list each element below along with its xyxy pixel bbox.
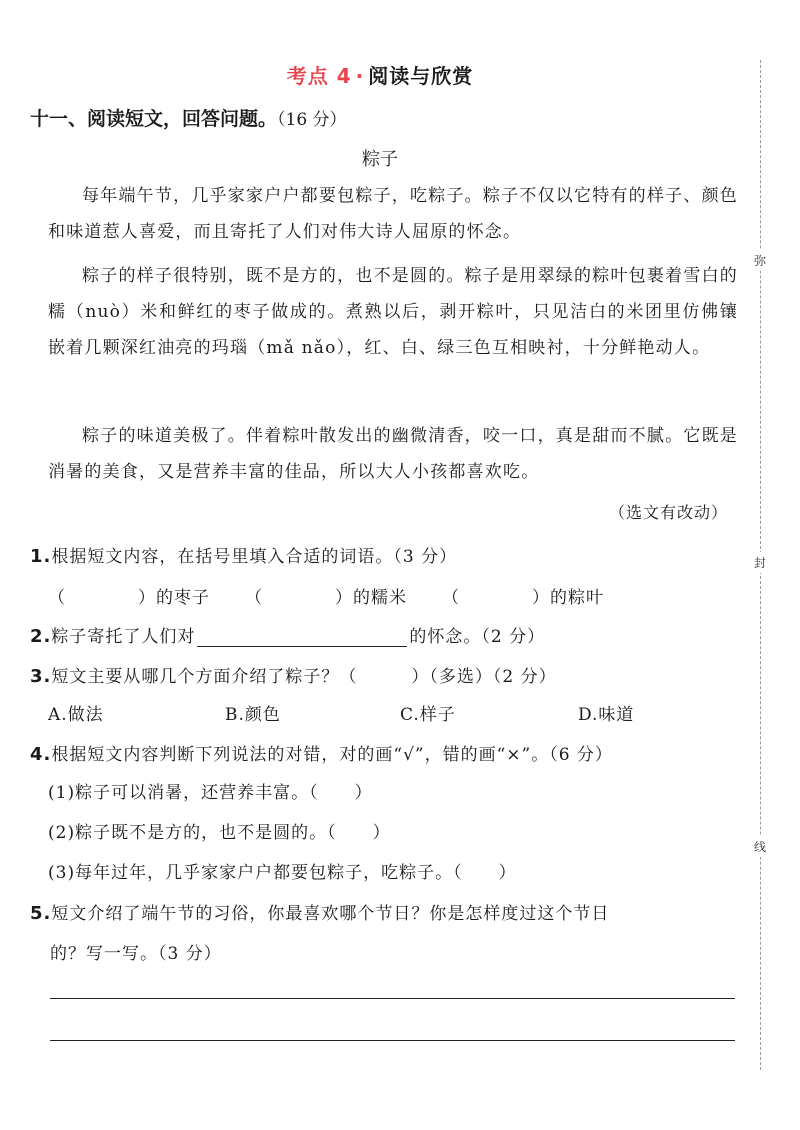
topic-title [0, 60, 760, 89]
q3-option-c[interactable]: C.样子 [400, 705, 456, 725]
q4-item-3[interactable]: (3)每年过年，几乎家家户户都要包粽子，吃粽子。（ ） [48, 863, 517, 883]
question-5 [30, 899, 609, 924]
question-5-text-line-1: 短文介绍了端午节的习俗，你最喜欢哪个节日？你是怎样度过这个节日 [51, 904, 610, 924]
section-heading [30, 104, 347, 131]
question-1 [30, 542, 457, 567]
question-4-text: 根据短文内容判断下列说法的对错，对的画“√”，错的画“×”。（6 分） [51, 745, 613, 765]
q2-answer-line[interactable] [197, 628, 407, 647]
q5-writing-line-2[interactable] [50, 1040, 735, 1041]
question-2-text-before: 粽子寄托了人们对 [51, 627, 196, 647]
question-4-number: 4. [30, 744, 52, 765]
binding-mark-xian: 线 [754, 836, 766, 857]
question-1-number: 1. [30, 546, 52, 567]
article-title: 粽子 [362, 149, 398, 170]
article-paragraph-2: 粽子的样子很特别，既不是方的，也不是圆的。粽子是用翠绿的粽叶包裹着雪白的糯（nuò）米和鲜红的枣子做成的。煮熟以后，剥开粽叶，只见洁白的米团里仿佛镶嵌着几颗深红油亮的玛瑙（mǎ nǎo），红、白、绿三色互相映衬，十分鲜艳动人。 [48, 266, 738, 358]
topic-badge: 考点 4 [286, 64, 352, 88]
q5-writing-line-1[interactable] [50, 998, 735, 999]
q4-item-2[interactable]: (2)粽子既不是方的，也不是圆的。（ ） [48, 823, 391, 843]
q3-option-a[interactable]: A.做法 [48, 705, 104, 725]
article-paragraph-3: 粽子的味道美极了。伴着粽叶散发出的幽微清香，咬一口，真是甜而不腻。它既是消暑的美食，又是营养丰富的佳品，所以大人小孩都喜欢吃。 [48, 426, 738, 482]
question-3-number: 3. [30, 666, 52, 687]
section-score: （16 分） [277, 110, 347, 130]
q4-item-1[interactable]: (1)粽子可以消暑，还营养丰富。（ ） [48, 783, 373, 803]
question-3 [30, 662, 557, 687]
q3-option-d[interactable]: D.味道 [578, 705, 635, 725]
question-5-number: 5. [30, 903, 52, 924]
question-1-text: 根据短文内容，在括号里填入合适的词语。（3 分） [51, 547, 458, 567]
question-4 [30, 740, 613, 765]
topic-separator: · [355, 64, 365, 88]
question-3-text: 短文主要从哪几个方面介绍了粽子？（ ）（多选）（2 分） [51, 667, 557, 687]
section-heading-text: 十一、阅读短文，回答问题。 [30, 108, 278, 130]
q1-blank-rice[interactable]: （ ）的糯米 [245, 588, 407, 608]
q3-option-b[interactable]: B.颜色 [225, 705, 281, 725]
binding-mark-mi: 弥 [754, 250, 766, 271]
question-2 [30, 622, 545, 647]
question-5-text-line-2: 的？写一写。（3 分） [50, 944, 222, 964]
question-2-number: 2. [30, 626, 52, 647]
article-source-note: （选文有改动） [608, 503, 728, 522]
question-2-text-after: 的怀念。（2 分） [409, 627, 546, 647]
q1-blank-leaf[interactable]: （ ）的粽叶 [442, 588, 604, 608]
article-paragraph-1: 每年端午节，几乎家家户户都要包粽子，吃粽子。粽子不仅以它特有的样子、颜色和味道惹人喜爱，而且寄托了人们对伟大诗人屈原的怀念。 [48, 186, 738, 242]
binding-mark-feng: 封 [754, 552, 766, 573]
topic-name: 阅读与欣赏 [368, 64, 474, 88]
q1-blank-jujube[interactable]: （ ）的枣子 [48, 588, 210, 608]
